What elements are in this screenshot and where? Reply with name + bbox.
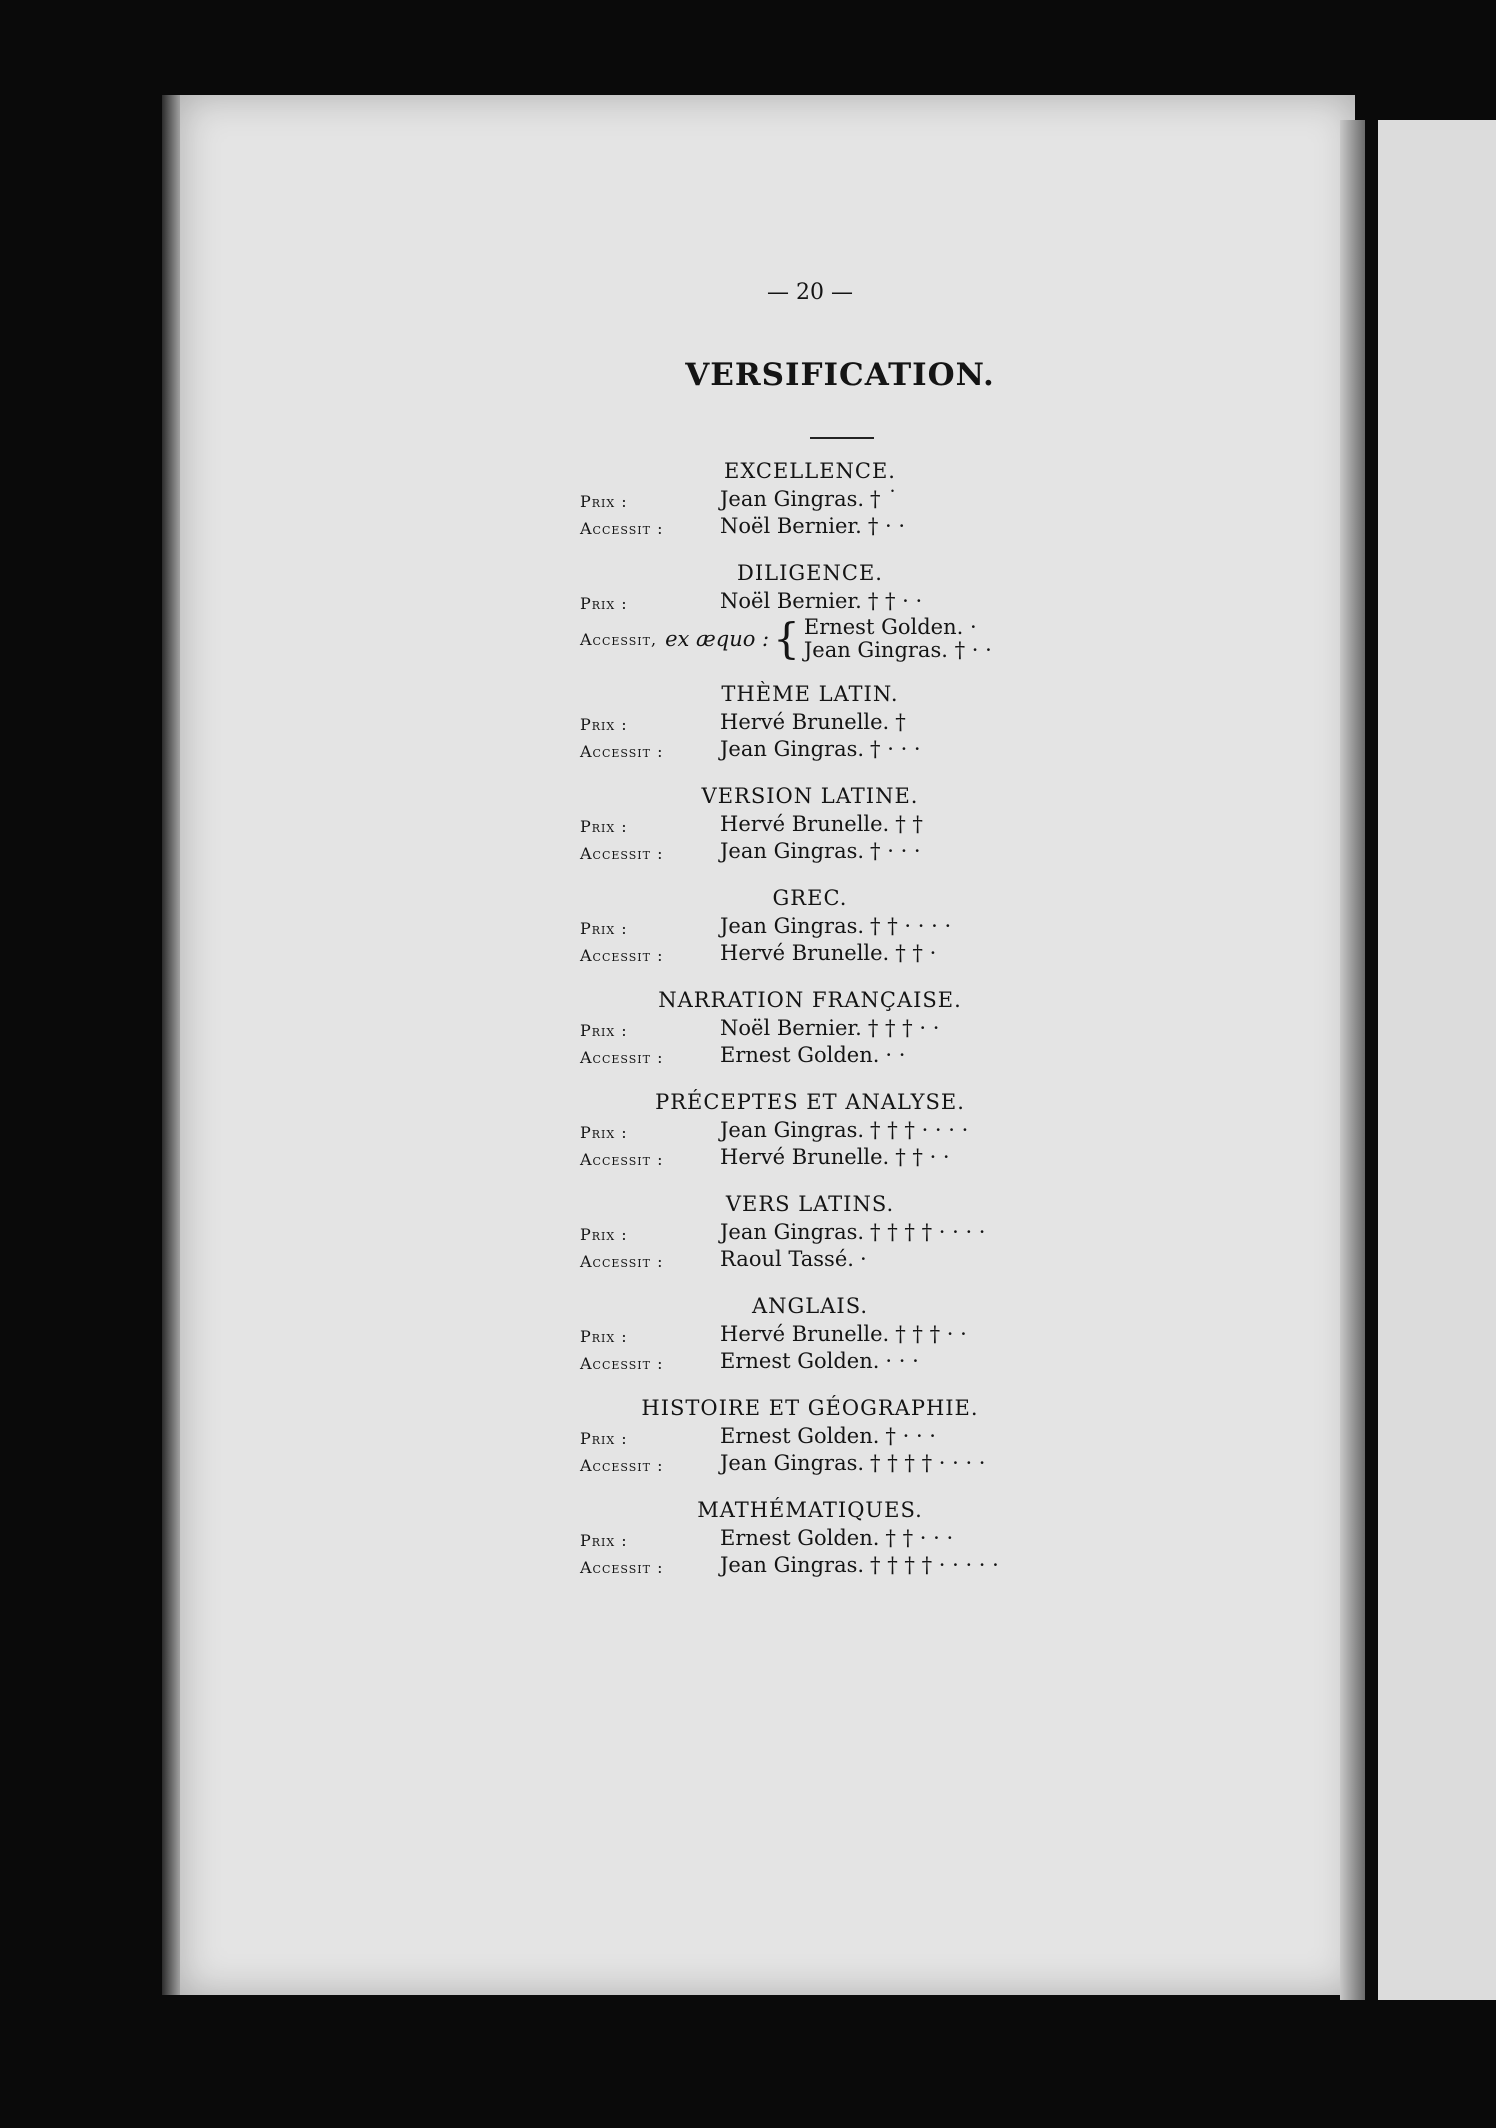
award-recipient: Jean Gingras. xyxy=(720,1220,865,1244)
award-recipient: Ernest Golden. xyxy=(720,1526,880,1550)
award-label: Accessit : xyxy=(580,1252,664,1271)
prize-section xyxy=(580,886,1040,968)
award-marks: † † † · · · · xyxy=(870,1118,969,1142)
award-recipient: Jean Gingras. xyxy=(720,1451,865,1475)
title-rule xyxy=(810,437,874,439)
section-title: ANGLAIS. xyxy=(751,1294,869,1318)
award-label: Accessit : xyxy=(580,1558,664,1577)
section-title: HISTOIRE ET GÉOGRAPHIE. xyxy=(641,1396,979,1420)
award-label: Prix : xyxy=(580,817,628,836)
award-label: Accessit : xyxy=(580,519,664,538)
section-title: PRÉCEPTES ET ANALYSE. xyxy=(655,1090,965,1114)
prize-section xyxy=(580,561,1040,662)
award-label: Accessit : xyxy=(580,844,664,863)
award-marks: † xyxy=(895,710,906,734)
award-recipient: Jean Gingras. xyxy=(720,1118,865,1142)
prize-section xyxy=(580,1396,1040,1478)
award-label: Accessit, xyxy=(580,629,658,649)
award-recipient: Hervé Brunelle. xyxy=(720,710,890,734)
award-row xyxy=(580,1043,1040,1070)
ex-aequo-names xyxy=(804,616,992,662)
award-marks: · · xyxy=(885,1043,906,1067)
prize-section xyxy=(580,1498,1040,1580)
award-row xyxy=(580,514,1040,541)
award-row xyxy=(580,1349,1040,1376)
award-marks: † † · · · · xyxy=(870,914,952,938)
award-recipient: Hervé Brunelle. xyxy=(720,812,890,836)
award-label: Prix : xyxy=(580,594,628,613)
page-title: VERSIFICATION. xyxy=(685,357,995,393)
award-marks: † † † † · · · · xyxy=(870,1220,986,1244)
section-title: MATHÉMATIQUES. xyxy=(697,1498,923,1522)
award-row xyxy=(580,710,1040,737)
award-marks: · · · xyxy=(885,1349,919,1373)
section-title: THÈME LATIN. xyxy=(721,682,899,706)
award-label: Prix : xyxy=(580,1327,628,1346)
award-label: Prix : xyxy=(580,919,628,938)
award-row xyxy=(580,941,1040,968)
award-marks: † † † † · · · · · xyxy=(870,1553,999,1577)
award-marks: † † † · · xyxy=(867,1016,940,1040)
prize-sections xyxy=(580,459,1040,1580)
award-label: Accessit : xyxy=(580,1150,664,1169)
award-recipient: Jean Gingras. xyxy=(803,638,948,662)
award-marks: † † · · xyxy=(895,1145,950,1169)
section-title: VERSION LATINE. xyxy=(701,784,919,808)
prize-section xyxy=(580,784,1040,866)
award-recipient: Jean Gingras. xyxy=(720,737,865,761)
award-marks: † † xyxy=(895,812,923,836)
award-row xyxy=(580,1247,1040,1274)
award-marks: † · · xyxy=(947,638,992,662)
brace-glyph: { xyxy=(773,614,800,663)
section-title: GREC. xyxy=(772,886,848,910)
page-content xyxy=(580,280,1040,1580)
award-label: Accessit : xyxy=(580,742,664,761)
award-row xyxy=(580,812,1040,839)
award-marks: † † · xyxy=(895,941,937,965)
section-title: DILIGENCE. xyxy=(737,561,883,585)
award-recipient: Ernest Golden. xyxy=(720,1349,880,1373)
ex-aequo-label: ex æquo : xyxy=(665,627,770,651)
award-row xyxy=(580,1118,1040,1145)
prize-section xyxy=(580,988,1040,1070)
award-marks: † ˙ xyxy=(870,487,898,511)
award-row xyxy=(580,487,1040,514)
award-label: Prix : xyxy=(580,492,628,511)
award-recipient: Jean Gingras. xyxy=(720,839,865,863)
award-recipient: Raoul Tassé. xyxy=(720,1247,854,1271)
award-row xyxy=(580,839,1040,866)
prize-section xyxy=(580,1192,1040,1274)
section-title: VERS LATINS. xyxy=(725,1192,895,1216)
award-marks: † † † † · · · · xyxy=(870,1451,986,1475)
section-title: EXCELLENCE. xyxy=(724,459,896,483)
award-row xyxy=(580,1451,1040,1478)
award-recipient: Hervé Brunelle. xyxy=(720,1145,890,1169)
award-recipient: Noël Bernier. xyxy=(720,514,862,538)
award-recipient: Jean Gingras. xyxy=(720,1553,865,1577)
award-row xyxy=(580,1322,1040,1349)
ex-aequo-entry xyxy=(804,616,992,639)
award-recipient: Hervé Brunelle. xyxy=(720,941,890,965)
award-recipient: Noël Bernier. xyxy=(720,1016,862,1040)
award-row xyxy=(580,1145,1040,1172)
award-row xyxy=(580,737,1040,764)
award-marks: † · · · xyxy=(870,737,921,761)
adjacent-page-edge xyxy=(1378,120,1496,2000)
award-row xyxy=(580,914,1040,941)
award-recipient: Hervé Brunelle. xyxy=(720,1322,890,1346)
award-recipient: Ernest Golden. xyxy=(803,615,964,639)
award-row xyxy=(580,1220,1040,1247)
section-title: NARRATION FRANÇAISE. xyxy=(658,988,962,1012)
award-marks: † † † · · xyxy=(895,1322,967,1346)
prize-section xyxy=(580,682,1040,764)
award-label: Prix : xyxy=(580,715,628,734)
award-marks: † · · · xyxy=(885,1424,936,1448)
prize-section xyxy=(580,459,1040,541)
award-recipient: Noël Bernier. xyxy=(720,589,862,613)
award-row xyxy=(580,589,1040,616)
page-fold-shadow xyxy=(1340,120,1365,2000)
prize-section xyxy=(580,1090,1040,1172)
award-recipient: Jean Gingras. xyxy=(720,487,865,511)
award-label: Accessit : xyxy=(580,1048,664,1067)
award-label: Accessit : xyxy=(580,1456,664,1475)
award-marks: † · · xyxy=(867,514,906,538)
ex-aequo-entry xyxy=(804,639,992,662)
prize-section xyxy=(580,1294,1040,1376)
award-recipient: Ernest Golden. xyxy=(720,1043,880,1067)
award-label: Accessit : xyxy=(580,946,664,965)
award-recipient: Jean Gingras. xyxy=(720,914,865,938)
award-row xyxy=(580,1016,1040,1043)
award-marks: · xyxy=(963,615,977,639)
award-label: Prix : xyxy=(580,1021,628,1040)
award-marks: † † · · · xyxy=(885,1526,954,1550)
award-row xyxy=(580,1553,1040,1580)
award-marks: † · · · xyxy=(870,839,921,863)
award-marks: † † · · xyxy=(867,589,923,613)
ex-aequo-row xyxy=(580,616,1040,662)
award-marks: · xyxy=(859,1247,867,1271)
award-row xyxy=(580,1526,1040,1553)
award-label: Prix : xyxy=(580,1225,628,1244)
award-label: Prix : xyxy=(580,1531,628,1550)
award-recipient: Ernest Golden. xyxy=(720,1424,880,1448)
page-number: — 20 — xyxy=(767,280,853,305)
award-row xyxy=(580,1424,1040,1451)
award-label: Prix : xyxy=(580,1429,628,1448)
award-label: Prix : xyxy=(580,1123,628,1142)
award-label: Accessit : xyxy=(580,1354,664,1373)
